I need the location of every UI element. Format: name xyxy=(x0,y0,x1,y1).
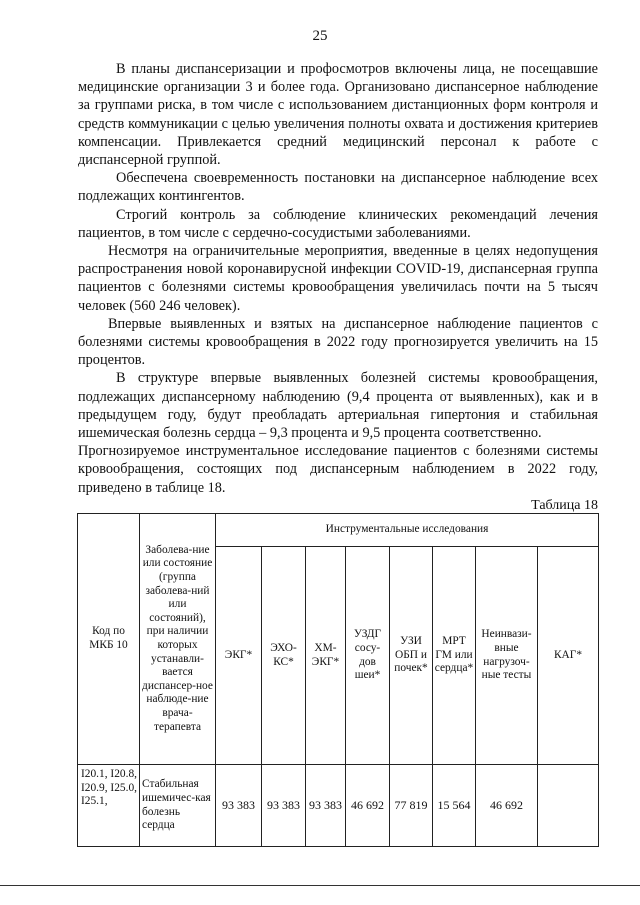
page-number: 25 xyxy=(312,28,328,44)
cell-disease: Стабильная ишемичес-кая болезнь сердца xyxy=(140,765,216,847)
paragraph: В планы диспансеризации и профосмотров включены лица, не посещавшие медицинские организации 3 и более года. Организовано диспансерное наблюдение за группами риска, в том числе с использованием дистанционных форм контроля и средств коммуникации с целью увеличения полноты охвата и достижения критериев компенсации. Привлекается средний медицинский персонал к работе с диспансерной группой. xyxy=(78,61,598,169)
cell-code: I20.1, I20.8, I20.9, I25.0, I25.1, xyxy=(78,765,140,847)
cell-value: 93 383 xyxy=(262,765,306,847)
cell-value: 46 692 xyxy=(476,765,538,847)
subheader: ЭКГ* xyxy=(216,547,262,765)
header-code: Код по МКБ 10 xyxy=(78,514,140,765)
subheader: ЭХО-КС* xyxy=(262,547,306,765)
table-caption: Таблица 18 xyxy=(531,498,598,513)
paragraph: В структуре впервые выявленных болезней системы кровообращения, подлежащих диспансерному наблюдению (9,4 процента от выявленных), как и в предыдущем году, будут преобладать артериальная гипертония и стабильная ишемическая болезнь сердца – 9,3 процента и 9,5 процента соответственно. xyxy=(78,370,598,442)
paragraph: Несмотря на ограничительные мероприятия, введенные в целях недопущения распространения новой коронавирусной инфекции COVID-19, диспансерная группа пациентов с болезнями системы кровообращения увеличилась почти на 5 тысяч человек (560 246 человек). xyxy=(78,243,598,314)
header-disease: Заболева-ние или состояние (группа заболева-ний или состояний), при наличии которых устанавли-вается диспансер-ное наблюде-ние врача-терапевта xyxy=(140,514,216,765)
cell-value: 93 383 xyxy=(306,765,346,847)
page-bottom-divider xyxy=(0,885,640,886)
cell-value: 77 819 xyxy=(390,765,433,847)
cell-value: 15 564 xyxy=(433,765,476,847)
subheader: Неинвази-вные нагрузоч-ные тесты xyxy=(476,547,538,765)
cell-value xyxy=(538,765,599,847)
cell-value: 93 383 xyxy=(216,765,262,847)
body-text xyxy=(78,60,598,497)
subheader: МРТ ГМ или сердца* xyxy=(433,547,476,765)
data-table xyxy=(77,513,599,847)
subheader: УЗИ ОБП и почек* xyxy=(390,547,433,765)
cell-value: 46 692 xyxy=(346,765,390,847)
paragraph: Впервые выявленных и взятых на диспансерное наблюдение пациентов с болезнями системы кровообращения в 2022 году прогнозируется увеличить на 15 процентов. xyxy=(78,315,598,369)
subheader: КАГ* xyxy=(538,547,599,765)
subheader: ХМ-ЭКГ* xyxy=(306,547,346,765)
paragraph: Строгий контроль за соблюдение клинических рекомендаций лечения пациентов, в том числе с сердечно-сосудистыми заболеваниями. xyxy=(78,206,598,241)
subheader: УЗДГ сосу-дов шеи* xyxy=(346,547,390,765)
paragraph: Прогнозируемое инструментальное исследование пациентов с болезнями системы кровообращения, состоящих под диспансерным наблюдением в 2022 году, приведено в таблице 18. xyxy=(78,443,598,496)
paragraph: Обеспечена своевременность постановки на диспансерное наблюдение всех подлежащих контингентов. xyxy=(78,170,598,205)
table-row xyxy=(78,765,599,847)
header-instrumental: Инструментальные исследования xyxy=(216,514,599,547)
